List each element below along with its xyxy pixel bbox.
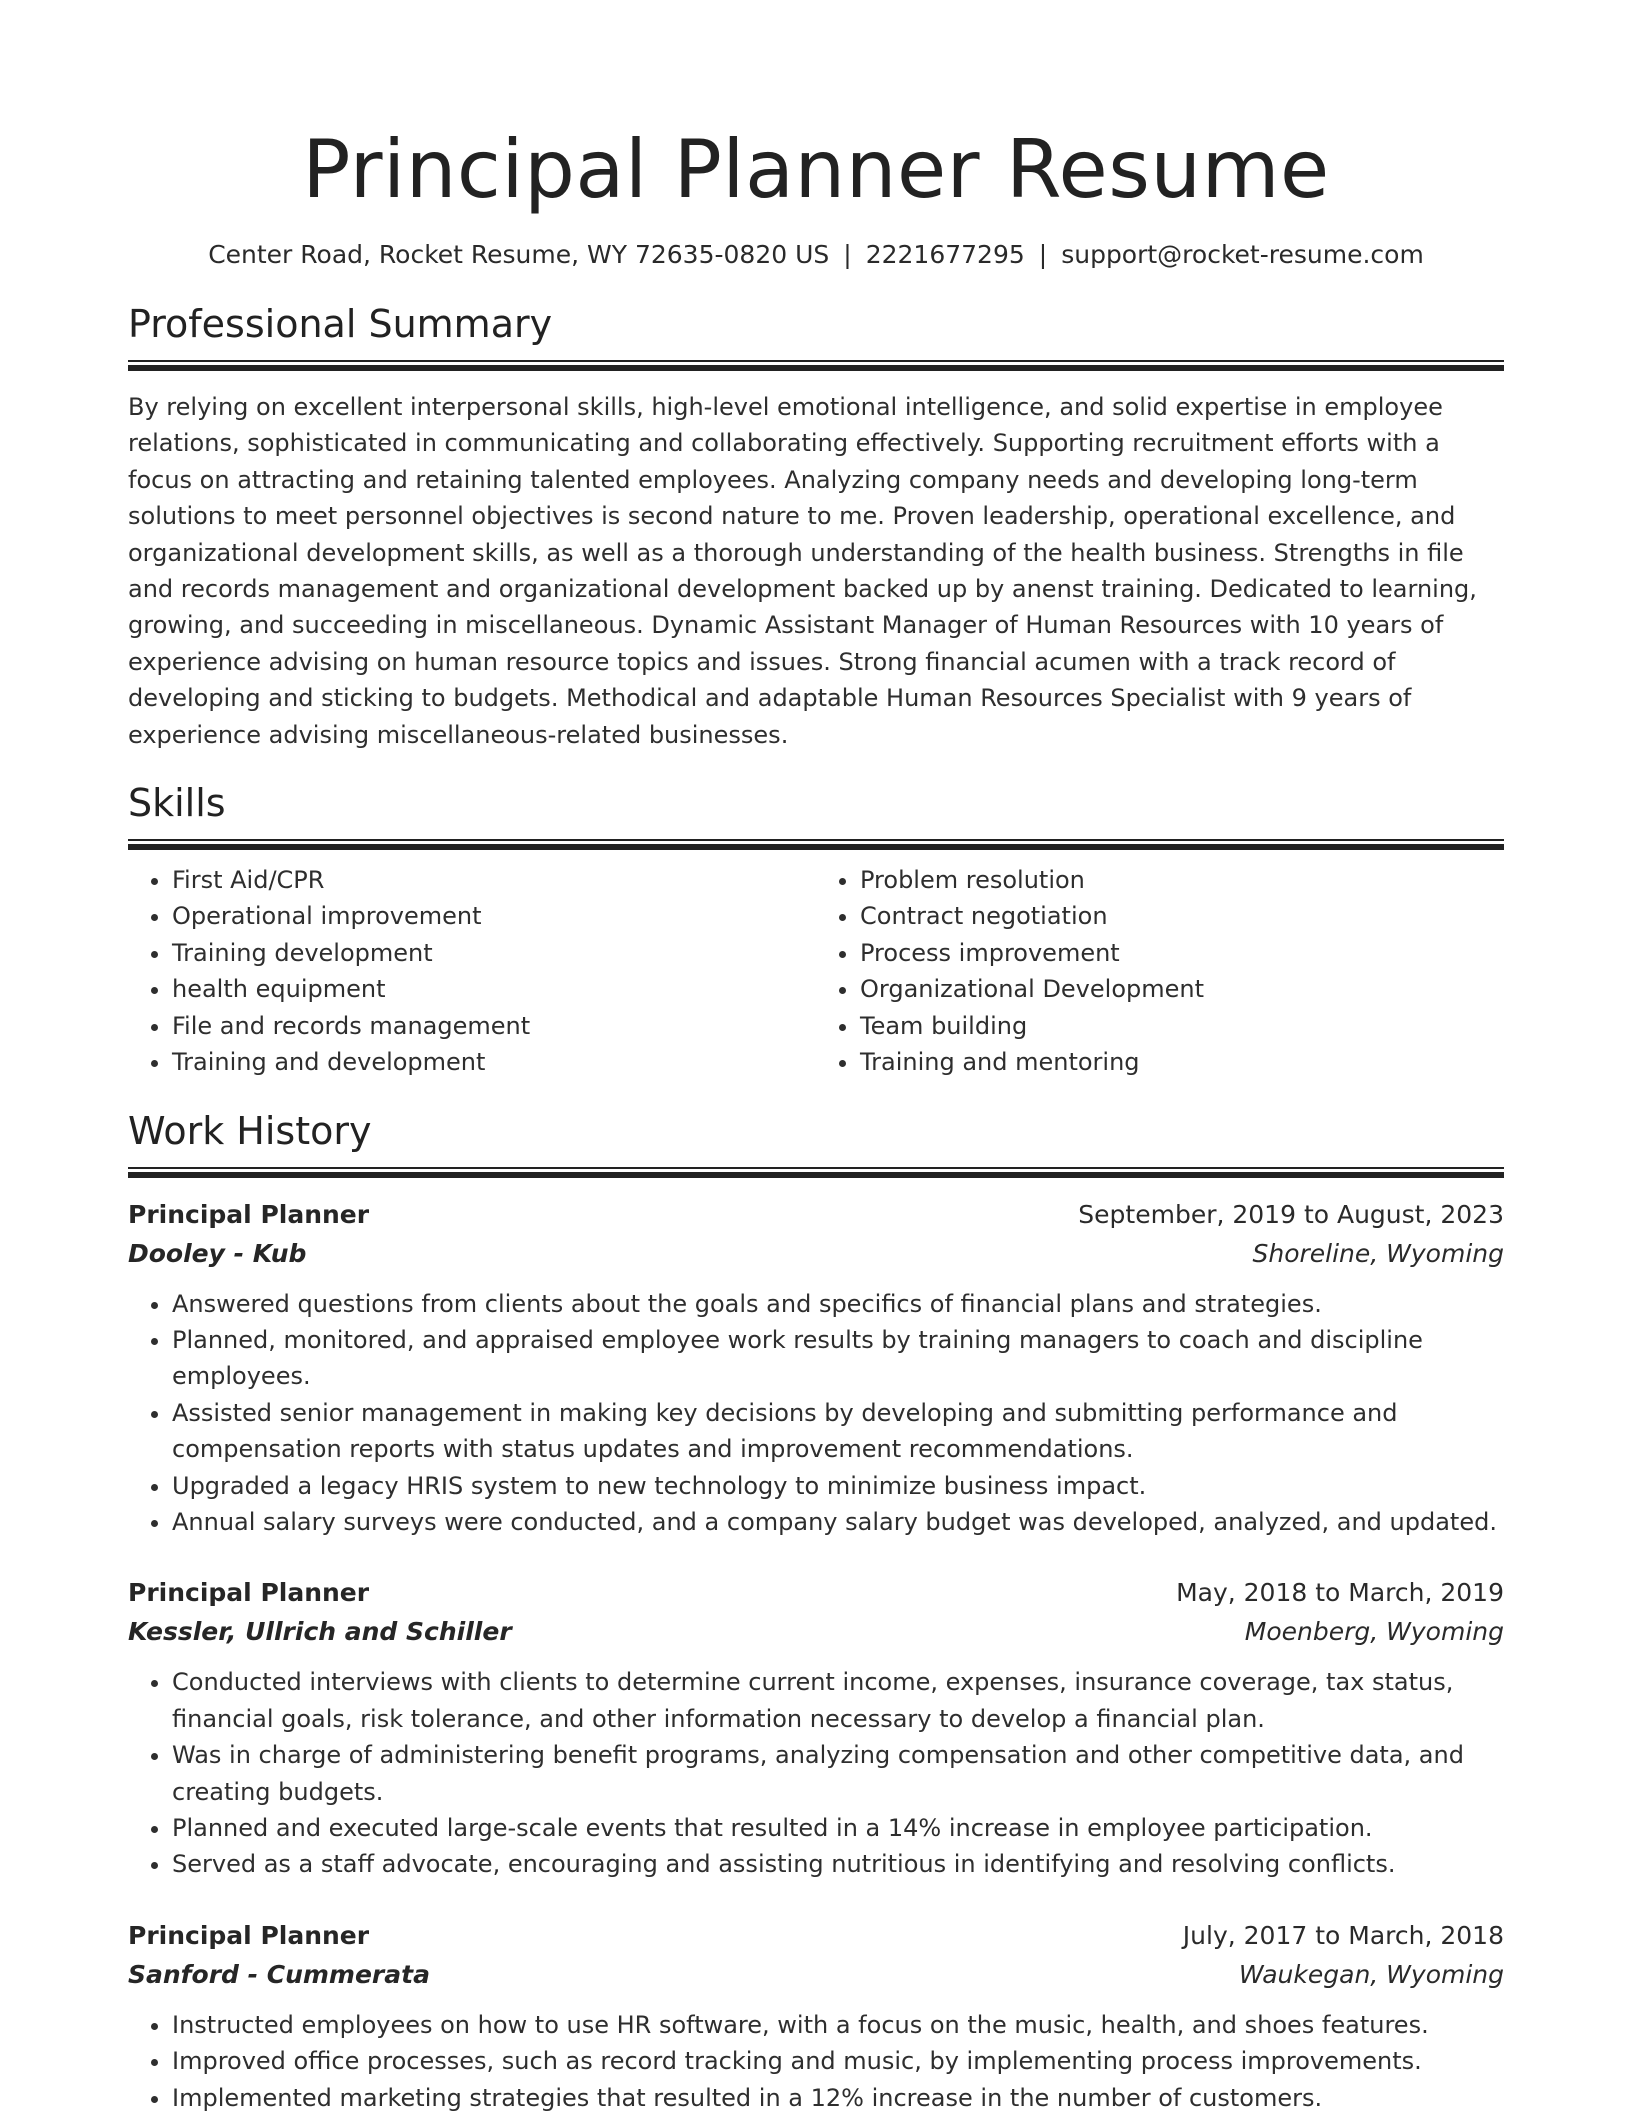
work-section [128,1107,1504,2112]
job-header-row [128,1574,1504,1612]
skill-item: • Organizational Development [860,971,1504,1007]
job-bullets [128,2007,1504,2112]
skill-item: • Training and development [172,1044,816,1080]
section-rule [128,1167,1504,1178]
resume-name: Principal Planner Resume [302,123,1330,216]
work-heading: Work History [128,1108,372,1153]
skills-list-right [816,862,1504,1080]
job-dates: May, 2018 to March, 2019 [1176,1578,1504,1608]
section-rule [128,839,1504,850]
skills-grid [128,862,1504,1080]
job-entry [128,1196,1504,1541]
job-bullets [128,1664,1504,1882]
job-bullet: • Annual salary surveys were conducted, and a company salary budget was developed, analyzed, and updated. [172,1504,1504,1540]
summary-text: By relying on excellent interpersonal skills, high-level emotional intelligence, and solid expertise in employee relations, sophisticated in communicating and collaborating effectively. Supporting recruitment efforts with a focus on attracting and retaining talented employees. Analyzing company needs and developing long-term solutions to meet personnel objectives is second nature to me. Proven leadership, operational excellence, and organizational development skills, as well as a thorough understanding of the health business. Strengths in file and records management and organizational development backed up by anenst training. Dedicated to learning, growing, and succeeding in miscellaneous. Dynamic Assistant Manager of Human Resources with 10 years of experience advising on human resource topics and issues. Strong financial acumen with a track record of developing and sticking to budgets. Methodical and adaptable Human Resources Specialist with 9 years of experience advising miscellaneous-related businesses. [128,393,1477,749]
skills-list-left [128,862,816,1080]
job-entry [128,1917,1504,2112]
job-bullet: • Implemented marketing strategies that resulted in a 12% increase in the number of customers. [172,2080,1504,2112]
skill-item: • Problem resolution [860,862,1504,898]
job-bullet: • Instructed employees on how to use HR software, with a focus on the music, health, and shoes features. [172,2007,1504,2043]
job-entry [128,1574,1504,1882]
job-company: Kessler, Ullrich and Schiller [128,1617,512,1647]
skill-item: • Operational improvement [172,898,816,934]
skill-item: • Training development [172,935,816,971]
job-company-row [128,1612,1504,1652]
job-bullet: • Served as a staff advocate, encouraging and assisting nutritious in identifying and resolving conflicts. [172,1846,1504,1882]
job-bullet: • Upgraded a legacy HRIS system to new technology to minimize business impact. [172,1468,1504,1504]
summary-heading: Professional Summary [128,302,553,346]
job-bullet: • Planned and executed large-scale events that resulted in a 14% increase in employee participation. [172,1810,1504,1846]
job-location: Waukegan, Wyoming [1238,1959,1504,1989]
contact-separator: | [1038,240,1048,269]
contact-address: Center Road, Rocket Resume, WY 72635-0820 US [208,240,830,269]
job-location: Moenberg, Wyoming [1244,1617,1504,1647]
job-bullet: • Was in charge of administering benefit programs, analyzing compensation and other competitive data, and creating budgets. [172,1737,1504,1810]
job-header-row [128,1917,1504,1955]
job-company: Sanford - Cummerata [128,1959,430,1989]
skills-heading: Skills [128,781,226,826]
contact-separator: | [843,240,852,269]
job-title: Principal Planner [128,1920,370,1950]
job-bullet: • Planned, monitored, and appraised employee work results by training managers to coach and discipline employees. [172,1322,1504,1395]
contact-phone: 2221677295 [865,240,1025,269]
skill-item: • File and records management [172,1008,816,1044]
job-location: Shoreline, Wyoming [1252,1238,1504,1268]
job-bullets [128,1286,1504,1541]
skill-item: • Process improvement [860,935,1504,971]
skills-section [128,779,1504,1080]
job-bullet: • Improved office processes, such as record tracking and music, by implementing process improvements. [172,2043,1504,2079]
job-bullet: • Assisted senior management in making key decisions by developing and submitting performance and compensation reports with status updates and improvement recommendations. [172,1395,1504,1468]
job-header-row [128,1196,1504,1234]
job-company-row [128,1234,1504,1274]
job-dates: July, 2017 to March, 2018 [1182,1920,1504,1950]
job-title: Principal Planner [128,1199,370,1229]
section-rule [128,360,1504,371]
summary-section [128,300,1504,753]
skills-column-right [816,862,1504,1080]
job-bullet: • Conducted interviews with clients to determine current income, expenses, insurance coverage, tax status, financial goals, risk tolerance, and other information necessary to develop a financial plan. [172,1664,1504,1737]
skill-item: • Team building [860,1008,1504,1044]
job-company: Dooley - Kub [128,1238,307,1268]
contact-email: support@rocket-resume.com [1061,240,1424,269]
job-company-row [128,1955,1504,1995]
contact-line [128,238,1504,272]
job-dates: September, 2019 to August, 2023 [1078,1199,1504,1229]
skill-item: • Training and mentoring [860,1044,1504,1080]
skill-item: • health equipment [172,971,816,1007]
skill-item: • First Aid/CPR [172,862,816,898]
job-title: Principal Planner [128,1578,370,1608]
skill-item: • Contract negotiation [860,898,1504,934]
skills-column-left [128,862,816,1080]
job-bullet: • Answered questions from clients about the goals and specifics of financial plans and strategies. [172,1286,1504,1322]
job-list [128,1196,1504,2112]
